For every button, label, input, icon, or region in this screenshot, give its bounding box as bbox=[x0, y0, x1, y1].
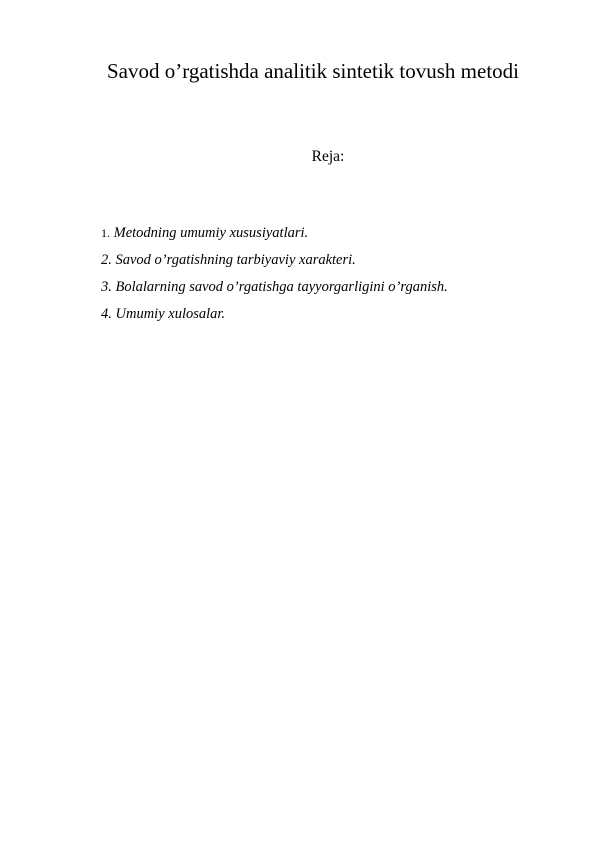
plan-item bbox=[101, 274, 448, 301]
plan-heading: Reja: bbox=[311, 148, 345, 165]
document-title: Savod o’rgatishda analitik sintetik tovush metodi bbox=[107, 59, 519, 83]
plan-list bbox=[101, 220, 448, 328]
plan-item-number: 2. bbox=[101, 252, 112, 268]
plan-item bbox=[101, 220, 448, 247]
plan-item bbox=[101, 247, 448, 274]
plan-item-number: 1. bbox=[101, 226, 110, 240]
plan-item bbox=[101, 301, 448, 328]
plan-item-text: Metodning umumiy xususiyatlari. bbox=[113, 225, 309, 241]
plan-item-number: 4. bbox=[101, 306, 112, 322]
plan-item-number: 3. bbox=[101, 279, 112, 295]
plan-item-text: Bolalarning savod o’rgatishga tayyorgarligini o’rganish. bbox=[115, 279, 448, 295]
plan-item-text: Umumiy xulosalar. bbox=[115, 306, 226, 322]
plan-item-text: Savod o’rgatishning tarbiyaviy xarakteri. bbox=[115, 252, 356, 268]
